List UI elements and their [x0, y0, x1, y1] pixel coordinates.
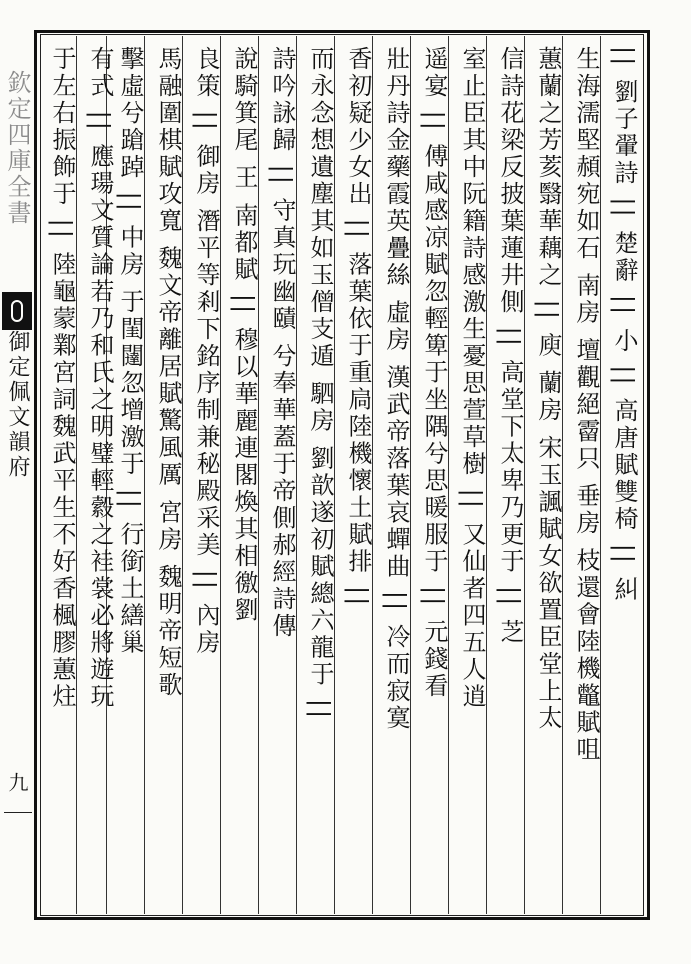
text-column: 室止臣其中阮籍詩感激生憂思萱草樹 || 又仙者四五人逍 [458, 46, 486, 711]
text-column: 香初疑少女出 || 落葉依于重扃陸機懷土賦排 || [344, 46, 372, 609]
text-column: 信詩花梁反披葉蓮井側 || 高堂下太卑乃更于 || 芝 [496, 46, 524, 646]
text-column: 于左右振飾于 || 陸龜蒙鄴宮詞魏武平生不好香楓膠蕙炷 [48, 46, 76, 711]
text-column: 有式 || 應瑒文質論若乃和氏之明璧輕縠之袿裳必將遊玩 [86, 46, 114, 711]
page-margin [0, 30, 34, 920]
text-column: 生海濡堅頳宛如石 南房 壇觀絕霤只 垂房 枝還會陸機鼈賦咀 [572, 46, 600, 764]
text-column: 遥宴 || 傅咸感凉賦忽輕箄于坐隅兮思暖服于 || 元錢看 [420, 46, 448, 700]
page-number-rule [4, 812, 32, 813]
book-title: 御定佩文韻府 [5, 330, 30, 480]
fishtail-mark [2, 292, 32, 330]
text-column: 良策 || 御房 潛平等剎下銘序制兼秘殿采美 || 內房 [192, 46, 220, 657]
collection-title: 欽定四庫全書 [3, 70, 31, 226]
text-column: 蕙蘭之芳荄翳華藕之 || 庾 蘭房 宋玉諷賦女欲置臣堂上太 [534, 46, 562, 732]
page-number: 九 [5, 772, 29, 792]
text-column: 壯丹詩金藥霞英疊絲 虛房 漢武帝落葉哀蟬曲 || 冷而寂寞 [382, 46, 410, 732]
text-column: 詩吟詠歸 || 守真玩幽賾 兮奉華蓋于帝側郝經詩傳 [268, 46, 296, 641]
text-column: 擊虛兮蹌踔 || 中房 于閨闥忽增激于 || 行銜土繕巢 [116, 46, 144, 657]
text-column: 說騎箕尾 王 南都賦 || 穆以華麗連閣煥其相徼劉 [230, 46, 258, 624]
text-column: 馬融圍棋賦攻寬 魏文帝離居賦驚風厲 宮房 魏明帝短歌 [154, 46, 182, 699]
text-column: 而永念想遺塵其如玉僧支遁 駟房 劉歆遂初賦總六龍于 || [306, 46, 334, 722]
text-column: || 劉子翬詩 || 楚辭 || 小 || 高唐賦雙椅 || 糾 [610, 46, 638, 604]
